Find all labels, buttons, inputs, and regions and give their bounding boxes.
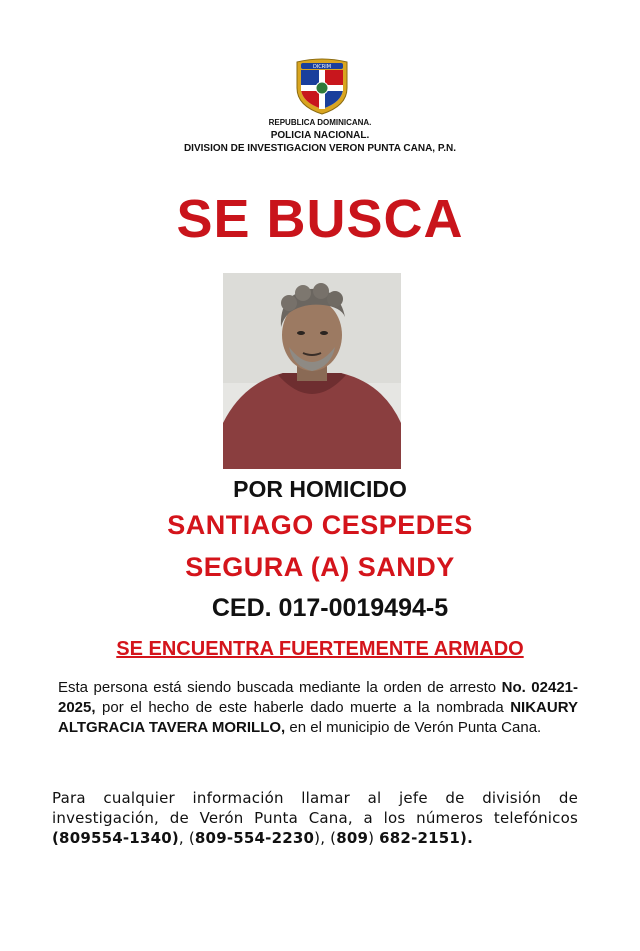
- text-segment: Esta persona está siendo buscada mediante la orden de arresto: [58, 679, 502, 696]
- phone-number-2: 809-554-2230: [194, 829, 315, 847]
- svg-text:DICRIM: DICRIM: [312, 64, 332, 70]
- armed-warning: SE ENCUENTRA FUERTEMENTE ARMADO: [116, 638, 524, 660]
- arrest-paragraph: [58, 678, 578, 738]
- contact-paragraph: [52, 788, 578, 848]
- header-division: DIVISION DE INVESTIGACION VERON PUNTA CANA, P.N.: [183, 143, 457, 154]
- header-agency: POLICIA NACIONAL.: [270, 130, 370, 141]
- text-segment: por el hecho de este haberle dado muerte a la nombrada: [95, 699, 511, 716]
- crime-label: POR HOMICIDO: [233, 476, 407, 502]
- phone-number-1: (809554-1340): [52, 829, 179, 847]
- header-country: REPUBLICA DOMINICANA.: [268, 118, 372, 127]
- suspect-name-line2: SEGURA (A) SANDY: [185, 552, 455, 582]
- text-segment: ), (: [314, 829, 337, 847]
- text-segment: Para cualquier información llamar al jefe de división de investigación, de Verón Punta Cana, a los números telefónicos: [52, 789, 578, 827]
- cedula-number: CED. 017-0019494-5: [211, 594, 449, 622]
- suspect-photo: [223, 273, 401, 469]
- page-title: SE BUSCA: [176, 189, 464, 249]
- phone-number-3: 682-2151).: [379, 829, 473, 847]
- suspect-name-line1: SANTIAGO CESPEDES: [167, 510, 473, 540]
- text-segment: , (: [178, 829, 195, 847]
- text-segment: en el municipio de Verón Punta Cana.: [285, 719, 542, 736]
- arrest-order-number: No. 02421-2025,: [58, 679, 578, 716]
- phone-area-code: 809: [336, 829, 369, 847]
- police-badge-icon: [291, 58, 353, 116]
- victim-name: NIKAURY ALTGRACIA TAVERA MORILLO,: [58, 699, 578, 736]
- text-segment: ): [368, 829, 380, 847]
